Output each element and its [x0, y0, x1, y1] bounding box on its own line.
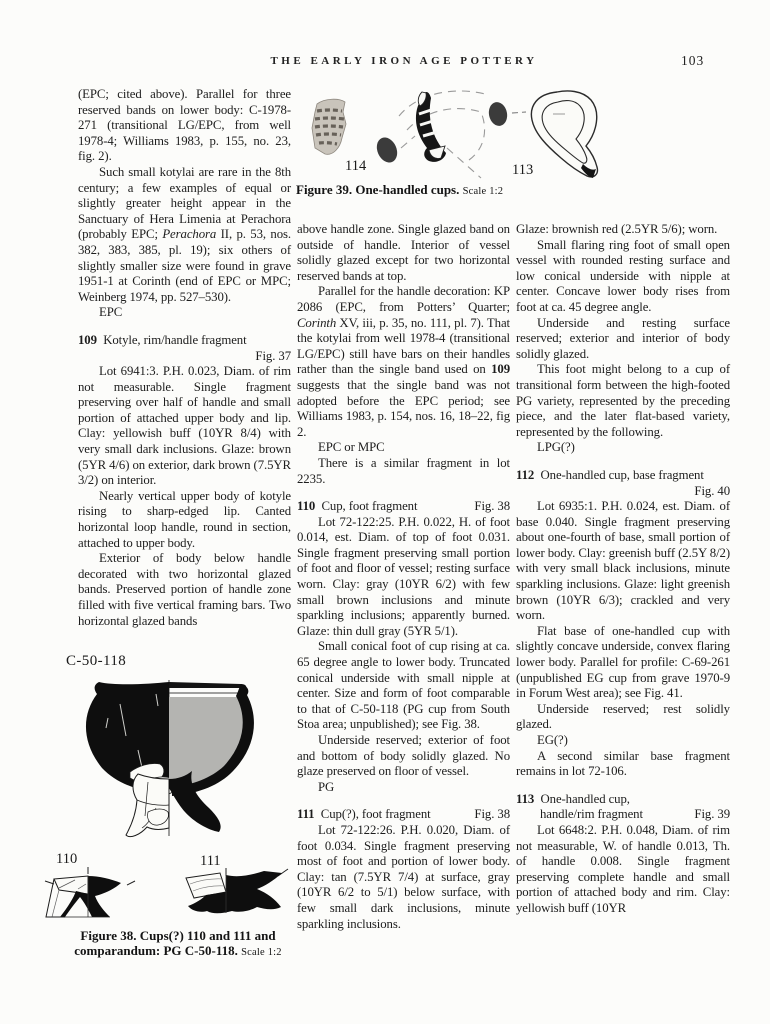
- paragraph: Flat base of one-handled cup with slightly concave underside, convex flaring lower body. Parallel for profile: C-69-261 (unpublished EG cup from grave 1970-9 in Forum West area); see Fig. 41.: [516, 623, 730, 701]
- paragraph: Lot 6941:3. P.H. 0.023, Diam. of rim not measurable. Single fragment preserving over half of handle and small portion of attached upper body and lip. Clay: yellowish buff (10YR 8/4) with very small dark inclusions. Glaze: brown (5YR 4/6) on exterior, dark brown (7.5YR 3/2) on interior.: [78, 364, 291, 488]
- figure39-caption-text: Figure 39. One-handled cups.: [296, 182, 460, 197]
- paragraph: above handle zone. Single glazed band on outside of handle. Interior of vessel solidly glazed except for two horizontal reserved bands at top.: [297, 222, 510, 283]
- paragraph: EPC or MPC: [318, 440, 385, 455]
- fragment-110-drawing: [42, 866, 138, 920]
- catalog-number: 110: [297, 499, 316, 514]
- handle-section-114: [373, 134, 401, 165]
- figure-reference: Fig. 38: [474, 807, 510, 822]
- cup-c-50-118-drawing: [68, 676, 264, 842]
- paragraph: Lot 72-122:26. P.H. 0.020, Diam. of foot 0.034. Single fragment preserving most of foot and portion of lower body. Clay: tan (7.5YR 7/4) at surface, gray (10YR 6/2 to 5/1) below surface, with few small dark inclusions, minute sparkling inclusions.: [297, 822, 510, 931]
- catalog-number: 113: [516, 791, 535, 806]
- figure-reference: Fig. 37: [255, 348, 291, 363]
- figure39-label-114: 114: [345, 158, 367, 174]
- catalog-entry-heading-109: [78, 333, 291, 364]
- paragraph: Underside and resting surface reserved; exterior and interior of body solidly glazed.: [516, 315, 730, 361]
- catalog-entry-heading-line: 111 Cup(?), foot fragment Fig. 38: [297, 807, 510, 822]
- figure38-caption-line2: comparandum: PG C-50-118. Scale 1:2: [74, 943, 282, 958]
- paragraph: LPG(?): [537, 440, 575, 455]
- paragraph: Glaze: brownish red (2.5YR 5/6); worn.: [516, 222, 718, 236]
- catalog-number: 109: [78, 332, 97, 347]
- paragraph: Small conical foot of cup rising at ca. 65 degree angle to lower body. Truncated conical underside with small nipple at center. Size and form of foot comparable to that of C-50-118 (PG cup from South Stoa area; unpublished); see Fig. 38.: [297, 639, 510, 732]
- catalog-entry-heading-line: handle/rim fragment Fig. 39: [540, 807, 730, 822]
- paragraph: Exterior of body below handle decorated with two horizontal glazed bands. Preserved portion of handle zone filled with five vertical framing bars. Two horizontal glazed bands: [78, 551, 291, 628]
- fragment-113-profile-drawing: [487, 91, 598, 178]
- catalog-entry-heading-110: [297, 499, 510, 515]
- paragraph: Lot 6648:2. P.H. 0.048, Diam. of rim not measurable, W. of handle 0.013, Th. of handle 0.008. Single fragment preserving complete handle and small portion of attached body and rim. Clay: yellowish buff (10YR: [516, 822, 730, 915]
- catalog-entry-heading-111: [297, 807, 510, 823]
- column-left: [78, 87, 291, 629]
- paragraph: Parallel for the handle decoration: KP 2086 (EPC, from Potters’ Quarter; Corinth XV, iii, p. 35, no. 111, pl. 7). That the kotylai from well 1978-4 (transitional LG/EPC) still have bars on their handles rather than the single band used on 109 suggests that the single band was not adopted before the EPC period; see Williams 1983, p. 154, nos. 16, 18–22, fig 2.: [297, 284, 510, 439]
- paragraph: EPC: [99, 305, 123, 320]
- catalog-entry-heading-113: [516, 792, 730, 823]
- paragraph: (EPC; cited above). Parallel for three reserved bands on lower body: C-1978-271 (transitional LG/EPC, from well 1978-4; Williams 1983, p. 155, no. 23, fig. 2).: [78, 87, 291, 164]
- catalog-number: 112: [516, 467, 535, 482]
- catalog-entry-heading-line: 112 One-handled cup, base fragment: [516, 467, 704, 482]
- catalog-entry-heading-line: 110 Cup, foot fragment Fig. 38: [297, 499, 510, 514]
- page-number: 103: [681, 53, 705, 68]
- handle-section-113: [487, 100, 510, 127]
- paragraph: There is a similar fragment in lot 2235.: [297, 455, 510, 486]
- paragraph: Underside reserved; exterior of foot and bottom of body solidly glazed. No glaze preserved on floor of vessel.: [297, 733, 510, 779]
- paragraph: PG: [318, 779, 335, 794]
- figure39-caption: [296, 182, 503, 199]
- fragment-114-photo: [312, 99, 346, 154]
- paragraph: Lot 6935:1. P.H. 0.024, est. Diam. of base 0.040. Single fragment preserving about one-fourth of base, small portion of lower body. Clay: greenish buff (2.5Y 8/2) with very small black inclusions, minute sparkling inclusions. Glaze: light greenish brown (10YR 6/3); crackled and very worn.: [516, 499, 730, 623]
- paragraph: EG(?): [537, 733, 568, 747]
- catalog-entry-heading-line: 109 Kotyle, rim/handle fragment: [78, 332, 247, 347]
- paragraph: Lot 72-122:25. P.H. 0.022, H. of foot 0.014, est. Diam. of top of foot 0.031. Single fragment preserving small portion of foot and floor of vessel; resting surface worn. Clay: gray (10YR 6/2) with few small brown inclusions and minute sparkling inclusions; apparently burned. Glaze: thin dull gray (5YR 5/1).: [297, 514, 510, 638]
- figure38-label-111: 111: [200, 853, 221, 869]
- figure38-caption-line1: Figure 38. Cups(?) 110 and 111 and: [80, 928, 276, 943]
- paragraph: Nearly vertical upper body of kotyle rising to sharp-edged lip. Canted horizontal loop handle, round in section, attached to upper body.: [78, 488, 291, 550]
- paragraph: A second similar base fragment remains in lot 72-106.: [516, 748, 730, 779]
- figure38-caption: [56, 928, 300, 960]
- column-middle: [297, 222, 510, 932]
- figure39-scale: Scale 1:2: [462, 186, 504, 197]
- figure38-label-110: 110: [56, 851, 78, 867]
- paragraph: This foot might belong to a cup of transitional form between the high-footed PG variety, represented by the preceding piece, and the later flat-based variety, represented by the following.: [516, 362, 730, 439]
- paragraph: Such small kotylai are rare in the 8th century; a few examples of equal or slightly greater height appear in the Sanctuary of Hera Limenia at Perachora (probably EPC; Perachora II, p. 53, nos. 382, 383, 385, pl. 19); six others of slightly smaller size were found in grave 1951-1 at Corinth (end of EPC or MPC; Weinberg 1974, pp. 527–530).: [78, 164, 291, 304]
- catalog-entry-heading-112: [516, 468, 730, 499]
- figure-reference: Fig. 39: [694, 807, 730, 822]
- fragment-111-drawing: [170, 866, 294, 920]
- catalog-entry-heading-line: [78, 349, 291, 365]
- figure39-label-113: 113: [512, 162, 534, 178]
- fragment-114-profile-drawing: [373, 91, 485, 178]
- catalog-entry-heading-line: 113 One-handled cup,: [516, 791, 630, 806]
- paragraph: Small flaring ring foot of small open vessel with rounded resting surface and low conical underside with nipple at center. Concave lower body rises from foot at ca. 45 degree angle.: [516, 237, 730, 314]
- figure38-scale: Scale 1:2: [241, 947, 282, 958]
- figure-reference: Fig. 38: [474, 499, 510, 514]
- paragraph: Underside reserved; rest solidly glazed.: [516, 701, 730, 732]
- column-right: [516, 222, 730, 917]
- catalog-entry-heading-line: [516, 484, 730, 500]
- figure-reference: Fig. 40: [694, 483, 730, 498]
- catalog-number: 111: [297, 807, 315, 822]
- running-head: THE EARLY IRON AGE POTTERY: [270, 55, 538, 67]
- comparandum-label-c-50-118: C-50-118: [66, 653, 127, 669]
